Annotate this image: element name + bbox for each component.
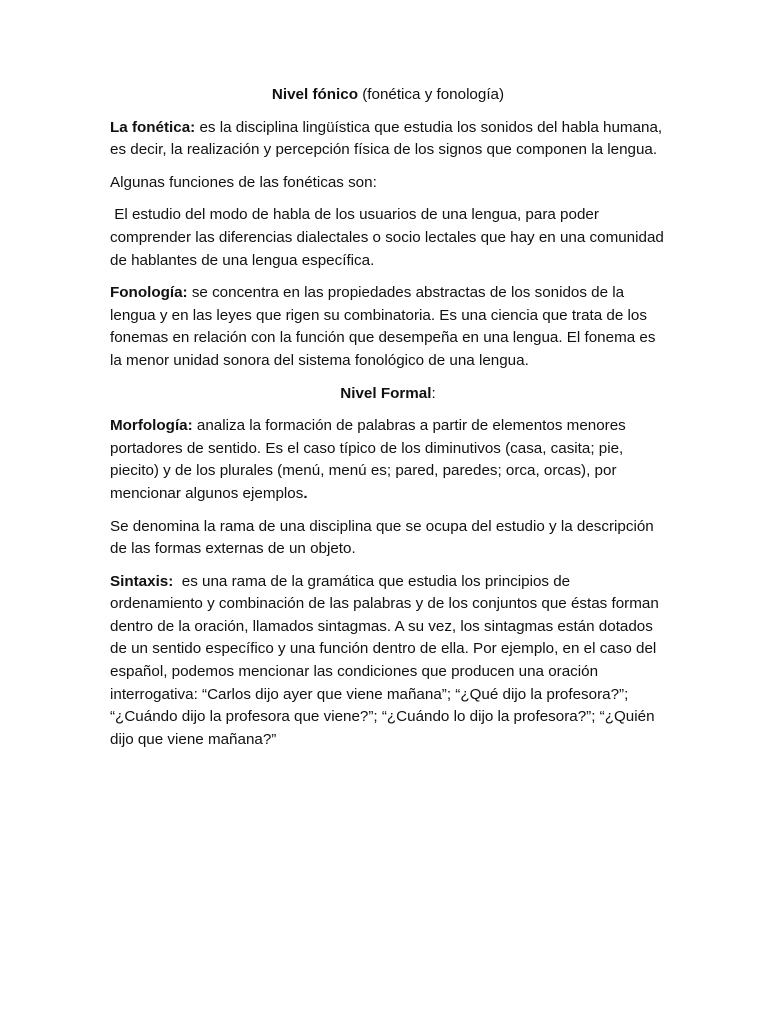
paragraph-funciones: El estudio del modo de habla de los usuarios de una lengua, para poder comprender las diferencias dialectales o socio lectales que hay en una comunidad de hablantes de una lengua específica. (110, 206, 669, 269)
paragraph-sintaxis (110, 571, 666, 752)
text-fonologia: se concentra en las propiedades abstractas de los sonidos de la lengua y en las leyes que rigen su combinatoria. Es una ciencia que trata de los fonemas en relación con la función que desempeña en una lengua. El fonema es la menor unidad sonora del sistema fonológico de una lengua. (110, 284, 656, 369)
title-rest: (fonética y fonología) (358, 86, 505, 103)
page-title (110, 84, 666, 107)
title-bold: Nivel fónico (271, 86, 358, 103)
term-fonologia: Fonología: (110, 284, 188, 302)
document-body (110, 84, 669, 761)
term-sintaxis: Sintaxis: (110, 572, 174, 590)
paragraph-fonologia (110, 282, 666, 372)
section-heading-nivel-formal (110, 383, 666, 406)
term-morfologia: Morfología: (110, 417, 193, 435)
paragraph-fonetica (110, 117, 666, 162)
text-morfologia: analiza la formación de palabras a partir de elementos menores portadores de sentido. Es el caso típico de los diminutivos (casa, casita; pie, piecito) y de los plurales (menú, menú es; pared, paredes; orca, orcas), por mencionar algunos ejemplos (110, 417, 626, 502)
paragraph-funciones-intro: Algunas funciones de las fonéticas son: (110, 173, 377, 191)
text-morfologia-end: . (303, 484, 308, 502)
paragraph-denomina: Se denomina la rama de una disciplina que se ocupa del estudio y la descripción de las formas externas de un objeto. (110, 517, 654, 558)
text-sintaxis: es una rama de la gramática que estudia los principios de ordenamiento y combinación de las palabras y de los conjuntos que éstas forman dentro de la oración, llamados sintagmas. A su vez, los sintagmas están dotados de un sentido específico y una función dentro de ella. Por ejemplo, en el caso del español, podemos mencionar las condiciones que producen una oración interrogativa: “Carlos dijo ayer que viene mañana”; “¿Qué dijo la profesora?”; “¿Cuándo dijo la profesora que viene?”; “¿Cuándo lo dijo la profesora?”; “¿Quién dijo que viene mañana?” (110, 572, 663, 748)
paragraph-morfologia (110, 415, 666, 505)
heading-nivel-formal-bold: Nivel Formal (340, 384, 432, 402)
term-fonetica: La fonética: (110, 118, 196, 136)
heading-nivel-formal-colon: : (431, 384, 436, 402)
text-fonetica: es la disciplina lingüística que estudia los sonidos del habla humana, es decir, la realización y percepción física de los signos que componen la lengua. (110, 118, 663, 159)
